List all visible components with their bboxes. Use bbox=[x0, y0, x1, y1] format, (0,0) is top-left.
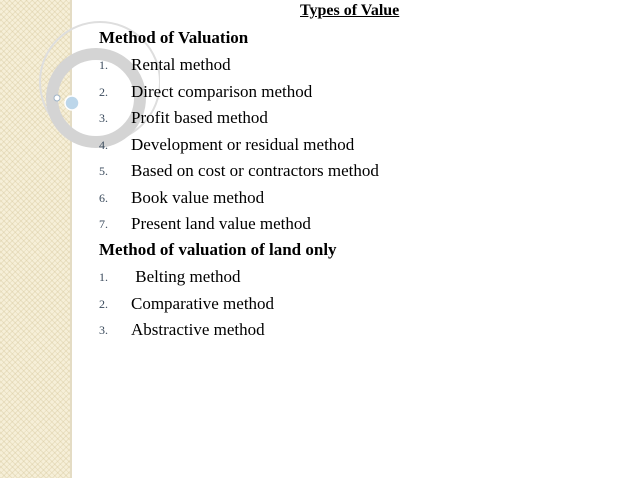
item-number: 2. bbox=[99, 85, 108, 99]
item-number: 2. bbox=[99, 297, 108, 311]
item-number: 7. bbox=[99, 217, 108, 231]
slide-title: Types of Value bbox=[300, 2, 400, 19]
item-number: 1. bbox=[99, 270, 108, 284]
item-number: 1. bbox=[99, 58, 108, 72]
item-label: Present land value method bbox=[131, 214, 311, 233]
item-label: Based on cost or contractors method bbox=[131, 161, 379, 180]
item-label: Comparative method bbox=[131, 294, 275, 313]
item-label: Profit based method bbox=[131, 108, 268, 127]
item-label: Rental method bbox=[131, 55, 231, 74]
item-number: 3. bbox=[99, 323, 108, 337]
item-number: 3. bbox=[99, 111, 108, 125]
item-number: 5. bbox=[99, 164, 108, 178]
item-label: Abstractive method bbox=[131, 320, 265, 339]
item-label: Direct comparison method bbox=[131, 82, 313, 101]
item-label: Belting method bbox=[131, 267, 241, 286]
item-label: Book value method bbox=[131, 188, 265, 207]
section-heading-valuation: Method of Valuation bbox=[99, 28, 249, 47]
item-label: Development or residual method bbox=[131, 135, 355, 154]
item-number: 6. bbox=[99, 191, 108, 205]
item-number: 4. bbox=[99, 138, 108, 152]
section-heading-land: Method of valuation of land only bbox=[99, 240, 337, 259]
